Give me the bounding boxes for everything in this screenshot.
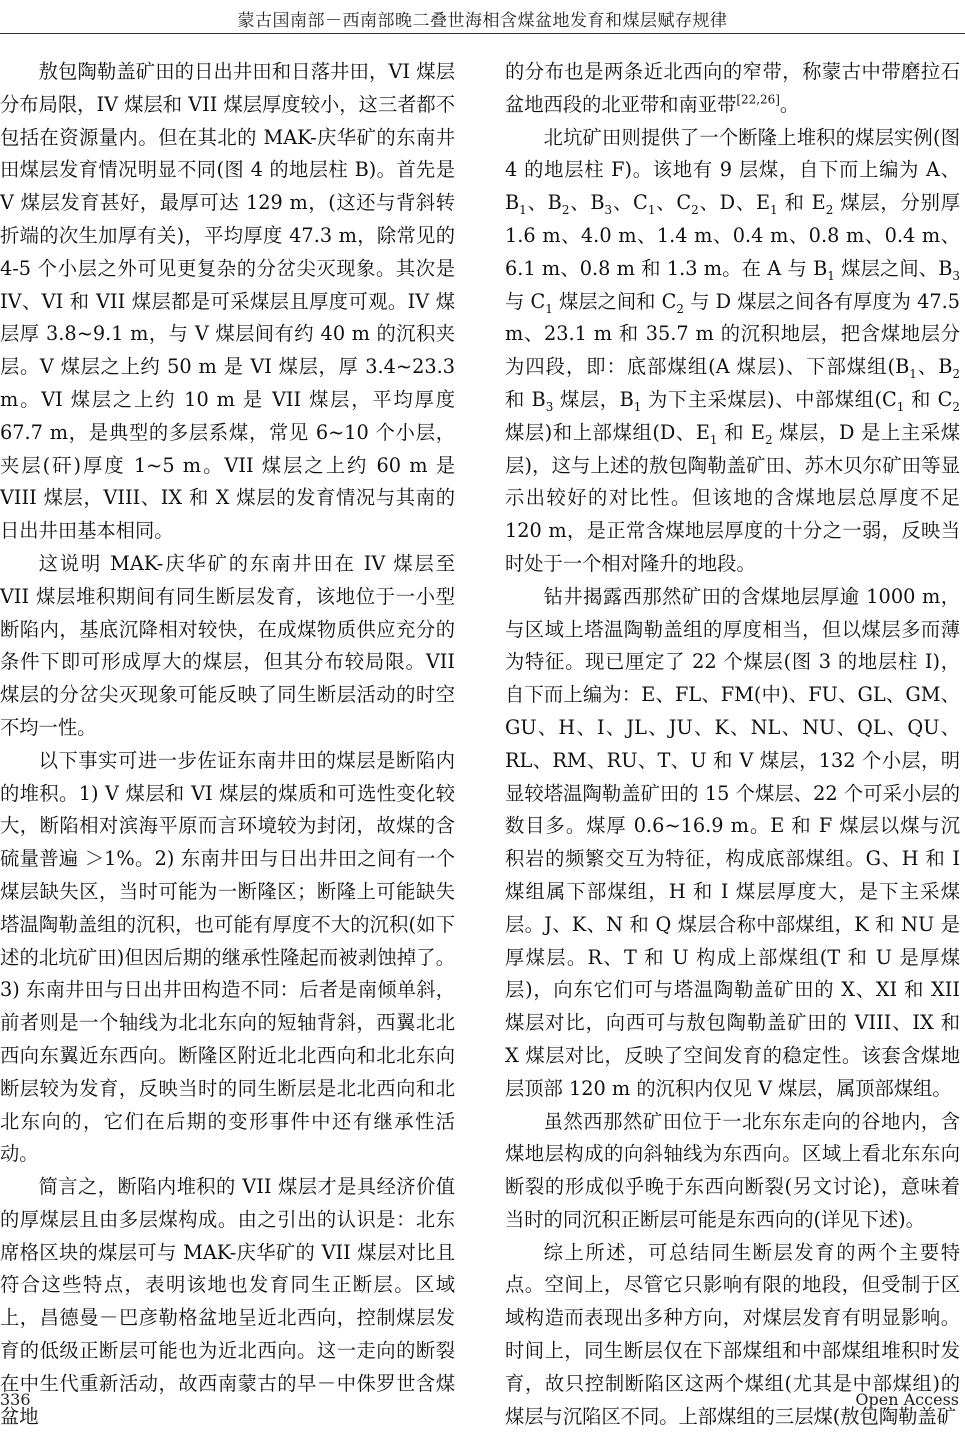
paragraph: 综上所述，可总结同生断层发育的两个主要特点。空间上，尽管它只影响有限的地段，但受制于区域构造而表现出多种方向，对煤层发育有明显影响。时间上，同生断层仅在下部煤组和中部煤组堆积时发育，故只控制断陷区这两个煤组(尤其是中部煤组)的煤层与沉陷区不同。上部煤组的三层煤(敖包陶勒盖矿 bbox=[505, 1240, 960, 1428]
header-rule bbox=[0, 33, 965, 34]
paragraph: 以下事实可进一步佐证东南井田的煤层是断陷内的堆积。1) V 煤层和 VI 煤层的煤质和可选性变化较大，断陷相对滨海平原而言环境较为封闭，故煤的含硫量普遍 ＞1%。2) 东南井田与日出井田之间有一个煤层缺失区，当时可能为一断隆区；断隆上可能缺失塔温陶勒盖组的沉积，也可能有厚度不大的沉积(如下述的北坑矿田)但因后期的继承性隆起而被剥蚀掉了。3) 东南井田与日出井田构造不同：后者是南倾单斜，前者则是一个轴线为北北东向的短轴背斜，西翼北北西向东翼近东西向。断隆区附近北北西向和北北东向断层较为发育，反映当时的同生断层是北北西向和北北东向的，它们在后期的变形事件中还有继承性活动。 bbox=[0, 748, 455, 1166]
paragraph: 简言之，断陷内堆积的 VII 煤层才是具经济价值的厚煤层且由多层煤构成。由之引出的认识是：北东席格区块的煤层可与 MAK-庆华矿的 VII 煤层对比且符合这些特点，表明该地也发育同生正断层。区域上，昌德曼－巴彦勒格盆地呈近北西向，控制煤层发育的低级正断层可能也为近北西向。这一走向的断裂在中生代重新活动，故西南蒙古的早－中侏罗世含煤盆地 bbox=[0, 1175, 455, 1428]
open-access-label: Open Access bbox=[855, 1390, 959, 1409]
paragraph: 虽然西那然矿田位于一北东东走向的谷地内，含煤地层构成的向斜轴线为东西向。区域上看北东东向断裂的形成似乎晚于东西向断裂(另文讨论)，意味着当时的同沉积正断层可能是东西向的(详见下述)。 bbox=[505, 1109, 960, 1231]
citation: [22,26] bbox=[736, 92, 780, 107]
paragraph-continued: 的分布也是两条近北西向的窄带，称蒙古中带磨拉石盆地西段的北亚带和南亚带[22,26]。 bbox=[505, 60, 960, 116]
paragraph: 敖包陶勒盖矿田的日出井田和日落井田，VI 煤层分布局限，IV 煤层和 VII 煤层厚度较小，这三者都不包括在资源量内。但在其北的 MAK-庆华矿的东南井田煤层发育情况明显不同(图 4 的地层柱 B)。首先是 V 煤层发育甚好，最厚可达 129 m，(这还与背斜转折端的次生加厚有关)，平均厚度 47.3 m，除常见的 4-5 个小层之外可见更复杂的分岔尖灭现象。其次是 IV、VI 和 VII 煤层都是可采煤层且厚度可观。IV 煤层厚 3.8~9.1 m，与 V 煤层间有约 40 m 的沉积夹层。V 煤层之上约 50 m 是 VI 煤层，厚 3.4~23.3 m。VI 煤层之上约 10 m 是 VII 煤层，平均厚度 67.7 m，是典型的多层系煤，常见 6~10 个小层，夹层(矸)厚度 1~5 m。VII 煤层之上约 60 m 是 VIII 煤层，VIII、IX 和 X 煤层的发育情况与其南的日出井田基本相同。 bbox=[0, 60, 455, 543]
page-number: 336 bbox=[0, 1390, 31, 1409]
paragraph: 钻井揭露西那然矿田的含煤地层厚逾 1000 m，与区域上塔温陶勒盖组的厚度相当，但以煤层多而薄为特征。现已厘定了 22 个煤层(图 3 的地层柱 I)，自下而上编为：E、FL、FM(中)、FU、GL、GM、GU、H、I、JL、JU、K、NL、NU、QL、QU、RL、RM、RU、T、U 和 V 煤层，132 个小层，明显较塔温陶勒盖矿田的 15 个煤层、22 个可采小层的数目多。煤厚 0.6~16.9 m。E 和 F 煤层以煤与沉积岩的频繁交互为特征，构成底部煤组。G、H 和 I 煤组属下部煤组，H 和 I 煤层厚度大，是下主采煤层。J、K、N 和 Q 煤层合称中部煤组，K 和 NU 是厚煤层。R、T 和 U 构成上部煤组(T 和 U 是厚煤层)，向东它们可与塔温陶勒盖矿田的 X、XI 和 XII 煤层对比，向西可与敖包陶勒盖矿田的 VIII、IX 和 X 煤层对比，反映了空间发育的稳定性。该套含煤地层顶部 120 m 的沉积内仅见 V 煤层，属顶部煤组。 bbox=[505, 584, 960, 1100]
running-title: 蒙古国南部－西南部晚二叠世海相含煤盆地发育和煤层赋存规律 bbox=[237, 11, 728, 31]
paragraph: 这说明 MAK-庆华矿的东南井田在 IV 煤层至 VII 煤层堆积期间有同生断层发育，该地位于一小型断陷内，基底沉降相对较快，在成煤物质供应充分的条件下即可形成厚大的煤层，但其分布较局限。VII 煤层的分岔尖灭现象可能反映了同生断层活动的时空不均一性。 bbox=[0, 551, 455, 739]
paragraph: 北坑矿田则提供了一个断隆上堆积的煤层实例(图 4 的地层柱 F)。该地有 9 层煤，自下而上编为 A、$B_1$、$B_2$、$B_3$、$C_1$、$C_2$、D、$E_1$ 和 $E_2$ 煤层，分别厚 1.6 m、4.0 m、1.4 m、0.4 m、0.8 m、0.4 m、6.1 m、0.8 m 和 1.3 m。在 A 与 $B_1$ 煤层之间、$B_3$ 与 $C_1$ 煤层之间和 $C_2$ 与 D 煤层之间各有厚度为 47.5 m、23.1 m 和 35.7 m 的沉积地层，把含煤地层分为四段，即：底部煤组(A 煤层)、下部煤组($B_1$、$B_2$ 和 $B_3$ 煤层，$B_1$ 为下主采煤层)、中部煤组($C_1$ 和 $C_2$ 煤层)和上部煤组(D、$E_1$ 和 $E_2$ 煤层，D 是上主采煤层)，这与上述的敖包陶勒盖矿田、苏木贝尔矿田等显示出较好的对比性。但该地的含煤地层总厚度不足 120 m，是正常含煤地层厚度的十分之一弱，反映当时处于一个相对隆升的地段。 bbox=[505, 125, 961, 575]
